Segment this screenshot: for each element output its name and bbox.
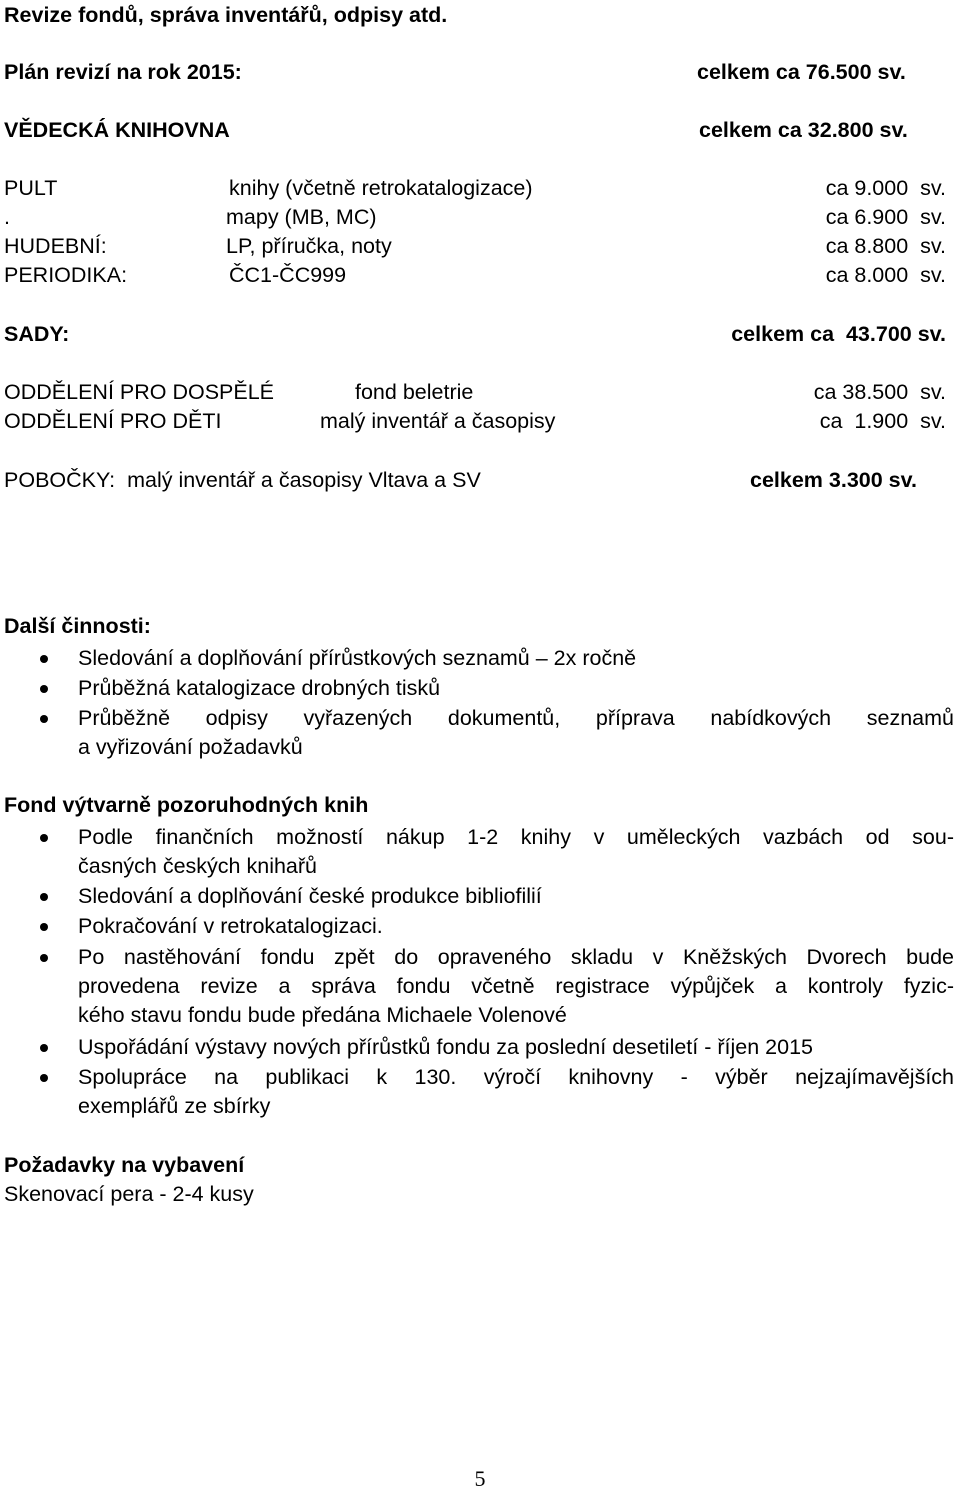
list-item: Spolupráce na publikaci k 130. výročí knihovny - výběr nejzajímavějších <box>78 1065 954 1089</box>
vk-row-desc: knihy (včetně retrokatalogizace) <box>229 176 533 200</box>
list-item-continuation: časných českých knihařů <box>78 854 317 878</box>
pobocky-total: celkem 3.300 sv. <box>750 468 917 492</box>
bullet-icon <box>40 893 48 901</box>
pozadavky-text: Skenovací pera - 2-4 kusy <box>4 1182 254 1206</box>
list-item: Podle finančních možností nákup 1-2 knihy v uměleckých vazbách od sou- <box>78 825 954 849</box>
bullet-icon <box>40 685 48 693</box>
vk-row-name: PERIODIKA: <box>4 263 128 287</box>
vk-row-desc: LP, příručka, noty <box>226 234 392 258</box>
bullet-icon <box>40 834 48 842</box>
list-item-continuation: provedena revize a správa fondu včetně registrace výpůjček a kontroly fyzic- <box>78 974 954 998</box>
pobocky-desc: : malý inventář a časopisy Vltava a SV <box>109 468 481 492</box>
list-item: Sledování a doplňování přírůstkových seznamů – 2x ročně <box>78 646 637 670</box>
bullet-icon <box>40 1044 48 1052</box>
vk-row-count: ca 9.000 sv. <box>825 176 946 200</box>
list-item: Uspořádání výstavy nových přírůstků fondu za poslední desetiletí - říjen 2015 <box>78 1035 813 1059</box>
list-item: Pokračování v retrokatalogizaci. <box>78 914 383 938</box>
page-number: 5 <box>474 1466 486 1491</box>
vk-row-name: PULT <box>4 176 58 200</box>
bullet-icon <box>40 715 48 723</box>
dalsi-title: Další činnosti: <box>4 614 151 638</box>
plan-label: Plán revizí na rok 2015: <box>4 60 242 84</box>
list-item-continuation: exemplářů ze sbírky <box>78 1094 271 1118</box>
list-item: Průběžně odpisy vyřazených dokumentů, příprava nabídkových seznamů <box>78 706 954 730</box>
sady-row-name: ODDĚLENÍ PRO DOSPĚLÉ <box>4 380 275 404</box>
pobocky-label: POBOČKY <box>4 468 110 492</box>
vk-row-name: HUDEBNÍ: <box>4 234 107 258</box>
list-item: Sledování a doplňování české produkce bibliofilií <box>78 884 542 908</box>
bullet-icon <box>40 1074 48 1082</box>
list-item-continuation: kého stavu fondu bude předána Michaele Volenové <box>78 1003 567 1027</box>
pozadavky-title: Požadavky na vybavení <box>4 1153 245 1177</box>
page-title: Revize fondů, správa inventářů, odpisy atd. <box>4 3 448 27</box>
sady-row-desc: fond beletrie <box>355 380 474 404</box>
sady-row-desc: malý inventář a časopisy <box>320 409 556 433</box>
bullet-icon <box>40 923 48 931</box>
vk-row-desc: mapy (MB, MC) <box>226 205 377 229</box>
sady-label: SADY: <box>4 322 70 346</box>
list-item: Po nastěhování fondu zpět do opraveného skladu v Kněžských Dvorech bude <box>78 945 954 969</box>
sady-row-count: ca 1.900 sv. <box>819 409 946 433</box>
vk-row-name: . <box>4 205 10 229</box>
vk-label: VĚDECKÁ KNIHOVNA <box>4 118 230 142</box>
bullet-icon <box>40 954 48 962</box>
vk-row-count: ca 8.800 sv. <box>825 234 946 258</box>
sady-row-name: ODDĚLENÍ PRO DĚTI <box>4 409 222 433</box>
sady-row-count: ca 38.500 sv. <box>813 380 946 404</box>
vk-row-count: ca 8.000 sv. <box>825 263 946 287</box>
pobocky-line <box>4 467 481 493</box>
plan-total: celkem ca 76.500 sv. <box>697 60 906 84</box>
vk-total: celkem ca 32.800 sv. <box>699 118 908 142</box>
vk-row-desc: ČC1-ČC999 <box>229 263 347 287</box>
bullet-icon <box>40 655 48 663</box>
sady-total: celkem ca 43.700 sv. <box>731 322 946 346</box>
vk-row-count: ca 6.900 sv. <box>825 205 946 229</box>
list-item: Průběžná katalogizace drobných tisků <box>78 676 441 700</box>
list-item-continuation: a vyřizování požadavků <box>78 735 303 759</box>
fond-title: Fond výtvarně pozoruhodných knih <box>4 793 369 817</box>
